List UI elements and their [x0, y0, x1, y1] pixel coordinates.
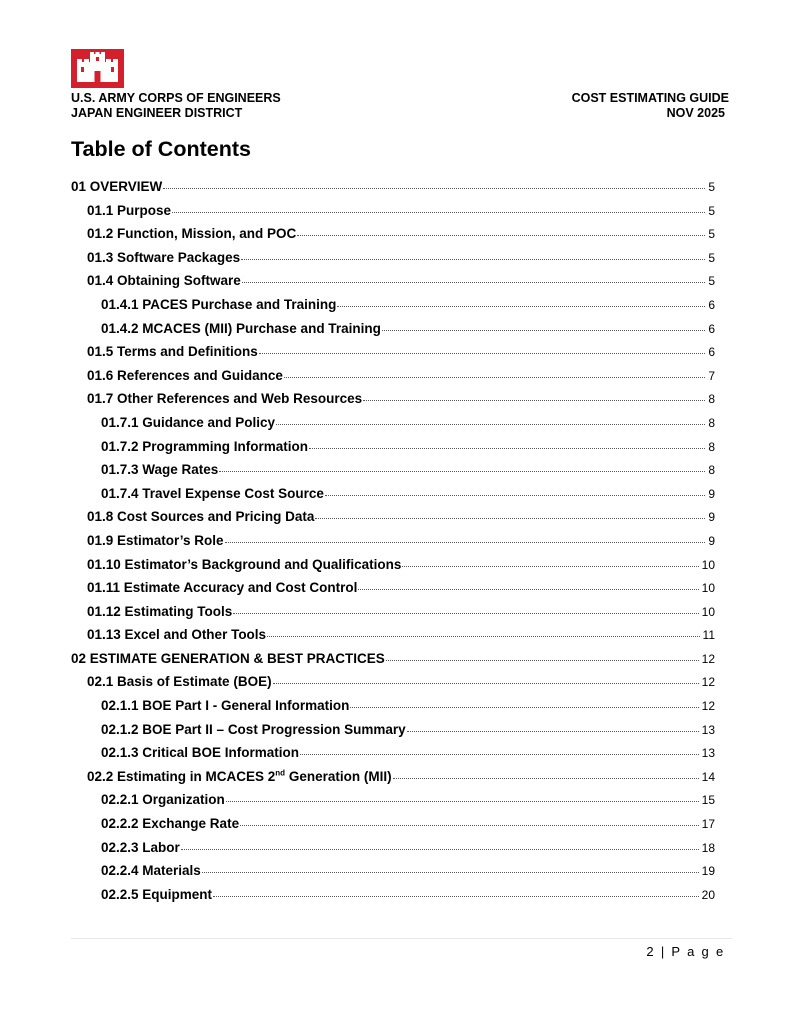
dot-leader — [297, 235, 705, 236]
footer-divider — [71, 938, 732, 939]
toc-entry-title-text: 02.1.3 Critical BOE Information — [101, 745, 300, 761]
toc-entry-title — [101, 887, 212, 902]
toc-entry[interactable] — [71, 439, 715, 463]
document-header — [572, 91, 729, 121]
toc-entry[interactable] — [71, 698, 715, 722]
toc-entry[interactable] — [71, 887, 715, 911]
toc-entry-page: 10 — [701, 581, 715, 596]
toc-entry-page: 12 — [701, 699, 715, 714]
toc-entry-page: 7 — [708, 368, 715, 383]
toc-entry-page: 17 — [701, 817, 715, 832]
dot-leader — [315, 518, 705, 519]
toc-entry-page: 8 — [708, 439, 715, 454]
toc-entry[interactable] — [71, 604, 715, 628]
toc-entry[interactable] — [71, 722, 715, 746]
toc-entry-title — [87, 344, 258, 359]
dot-leader — [350, 707, 698, 708]
toc-entry-page: 6 — [708, 297, 715, 312]
toc-entry-page: 9 — [708, 510, 715, 525]
toc-entry-title-text: 01.12 Estimating Tools — [87, 603, 233, 619]
toc-entry-page: 12 — [701, 675, 715, 690]
toc-entry-page: 8 — [708, 463, 715, 478]
toc-entry[interactable] — [71, 179, 715, 203]
toc-entry[interactable] — [71, 840, 715, 864]
castle-icon — [71, 49, 124, 88]
toc-entry-title — [87, 509, 314, 524]
toc-entry[interactable] — [71, 486, 715, 510]
toc-entry[interactable] — [71, 344, 715, 368]
toc-entry-title — [87, 203, 171, 218]
toc-entry-title — [87, 368, 283, 383]
toc-entry-title-text: 01.4.2 MCACES (MII) Purchase and Training — [101, 320, 381, 336]
toc-entry-title — [101, 816, 239, 831]
toc-entry-title-text: 01.7 Other References and Web Resources — [87, 391, 363, 407]
toc-entry-superscript: nd — [275, 768, 286, 778]
toc-entry-title — [87, 391, 362, 406]
toc-entry-title-text: 02.2 Estimating in MCACES 2 — [87, 768, 276, 784]
toc-entry[interactable] — [71, 509, 715, 533]
dot-leader — [259, 353, 706, 354]
dot-leader — [407, 731, 699, 732]
toc-entry-title-text: 02.2.1 Organization — [101, 792, 225, 808]
table-of-contents — [71, 179, 715, 910]
toc-entry-title — [87, 674, 272, 689]
dot-leader — [213, 896, 699, 897]
toc-entry-title-text: 01.3 Software Packages — [87, 249, 241, 265]
toc-entry-page: 14 — [701, 769, 715, 784]
dot-leader — [267, 636, 699, 637]
toc-entry[interactable] — [71, 745, 715, 769]
dot-leader — [382, 330, 705, 331]
toc-entry[interactable] — [71, 250, 715, 274]
dot-leader — [202, 872, 699, 873]
toc-heading: Table of Contents — [71, 137, 251, 161]
dot-leader — [337, 306, 705, 307]
dot-leader — [242, 282, 706, 283]
dot-leader — [163, 188, 705, 189]
toc-entry-page: 9 — [708, 533, 715, 548]
dot-leader — [276, 424, 705, 425]
toc-entry-title-text: 01.5 Terms and Definitions — [87, 344, 258, 360]
toc-entry-title — [101, 486, 324, 501]
toc-entry-title-text: 01.10 Estimator’s Background and Qualifications — [87, 556, 402, 572]
dot-leader — [241, 259, 705, 260]
toc-entry[interactable] — [71, 368, 715, 392]
toc-entry-title-text: 02.2.4 Materials — [101, 863, 201, 879]
toc-entry-page: 10 — [701, 557, 715, 572]
toc-entry[interactable] — [71, 580, 715, 604]
toc-entry-title-text: 01.1 Purpose — [87, 202, 172, 218]
org-name: U.S. ARMY CORPS OF ENGINEERS — [71, 91, 281, 105]
toc-entry-page: 5 — [708, 250, 715, 265]
toc-entry-title-text: 01.6 References and Guidance — [87, 367, 283, 383]
toc-entry-title — [101, 297, 336, 312]
dot-leader — [402, 566, 698, 567]
toc-entry-title-text: 02.2.3 Labor — [101, 839, 180, 855]
toc-entry-title — [101, 745, 299, 760]
dot-leader — [172, 212, 705, 213]
toc-entry-title-text: 01.2 Function, Mission, and POC — [87, 226, 297, 242]
toc-entry-title-text: 01 OVERVIEW — [71, 179, 163, 194]
dot-leader — [233, 613, 698, 614]
dot-leader — [300, 754, 699, 755]
toc-entry-title-text: 01.7.1 Guidance and Policy — [101, 414, 276, 430]
toc-entry-title-text: 02.2.2 Exchange Rate — [101, 816, 240, 832]
toc-entry-title-text: 02 ESTIMATE GENERATION & BEST PRACTICES — [71, 650, 385, 666]
toc-entry[interactable] — [71, 816, 715, 840]
toc-entry-page: 8 — [708, 415, 715, 430]
toc-entry-title — [101, 321, 381, 336]
toc-entry-page: 5 — [708, 227, 715, 242]
toc-entry[interactable] — [71, 321, 715, 345]
toc-entry-page: 6 — [708, 321, 715, 336]
toc-entry-title — [87, 580, 357, 595]
toc-entry-title — [101, 840, 180, 855]
toc-entry-title — [101, 415, 275, 430]
toc-entry-title-text: 02.1 Basis of Estimate (BOE) — [87, 674, 272, 690]
dot-leader — [309, 448, 705, 449]
toc-entry-title — [71, 179, 162, 194]
dot-leader — [363, 400, 705, 401]
dot-leader — [273, 683, 699, 684]
toc-entry-title-text: 01.9 Estimator’s Role — [87, 532, 224, 548]
toc-entry-title — [87, 769, 392, 784]
toc-entry-page: 8 — [708, 392, 715, 407]
toc-entry-title-text: 01.4 Obtaining Software — [87, 273, 241, 289]
toc-entry-title-text: 01.7.3 Wage Rates — [101, 462, 219, 478]
toc-entry-page: 13 — [701, 746, 715, 761]
dot-leader — [219, 471, 705, 472]
toc-entry-page: 5 — [708, 203, 715, 218]
toc-entry-title — [101, 863, 201, 878]
toc-entry[interactable] — [71, 651, 715, 675]
toc-entry-title-text: 02.1.1 BOE Part I - General Information — [101, 698, 350, 714]
toc-entry[interactable] — [71, 533, 715, 557]
toc-entry-page: 9 — [708, 486, 715, 501]
toc-entry[interactable] — [71, 674, 715, 698]
dot-leader — [284, 377, 705, 378]
toc-entry-page: 10 — [701, 604, 715, 619]
toc-entry-title-text: 02.2.5 Equipment — [101, 886, 213, 902]
toc-entry-title-text: 01.7.4 Travel Expense Cost Source — [101, 485, 324, 501]
toc-entry-page: 18 — [701, 840, 715, 855]
toc-entry-page: 13 — [701, 722, 715, 737]
toc-entry-title — [101, 698, 349, 713]
organization-header — [71, 91, 281, 121]
dot-leader — [240, 825, 699, 826]
toc-entry-title — [87, 533, 224, 548]
toc-entry[interactable] — [71, 273, 715, 297]
document-date: NOV 2025 — [666, 106, 725, 120]
dot-leader — [358, 589, 698, 590]
toc-entry-page: 5 — [708, 274, 715, 289]
dot-leader — [225, 542, 706, 543]
toc-entry[interactable] — [71, 792, 715, 816]
toc-entry-title-text: 01.13 Excel and Other Tools — [87, 627, 267, 643]
toc-entry[interactable] — [71, 462, 715, 486]
toc-entry-page: 6 — [708, 345, 715, 360]
district-name: JAPAN ENGINEER DISTRICT — [71, 106, 243, 120]
toc-entry-page: 19 — [701, 864, 715, 879]
document-title: COST ESTIMATING GUIDE — [571, 91, 729, 105]
toc-entry-title — [101, 439, 308, 454]
dot-leader — [181, 849, 699, 850]
toc-entry-title-text: 02.1.2 BOE Part II – Cost Progression Summary — [101, 721, 406, 737]
dot-leader — [325, 495, 705, 496]
toc-entry-title — [87, 604, 232, 619]
toc-entry[interactable] — [71, 415, 715, 439]
toc-entry-title — [101, 792, 225, 807]
toc-entry[interactable] — [71, 769, 715, 793]
toc-entry[interactable] — [71, 391, 715, 415]
toc-entry[interactable] — [71, 863, 715, 887]
toc-entry[interactable] — [71, 203, 715, 227]
dot-leader — [386, 660, 699, 661]
dot-leader — [393, 778, 699, 779]
toc-entry-title — [87, 627, 266, 642]
toc-entry-title — [101, 462, 218, 477]
toc-entry-title — [87, 273, 241, 288]
toc-entry-page: 12 — [701, 651, 715, 666]
toc-entry[interactable] — [71, 627, 715, 651]
toc-entry[interactable] — [71, 557, 715, 581]
toc-entry-page: 5 — [708, 180, 715, 194]
toc-entry-title — [87, 557, 401, 572]
toc-entry-page: 11 — [702, 628, 715, 643]
page-number: 2 | P a g e — [646, 944, 725, 959]
toc-entry[interactable] — [71, 226, 715, 250]
toc-entry-page: 20 — [701, 887, 715, 902]
toc-entry-title-text: 01.7.2 Programming Information — [101, 438, 309, 454]
toc-entry-title — [101, 722, 406, 737]
toc-entry-title-text: 01.4.1 PACES Purchase and Training — [101, 296, 337, 312]
toc-entry-title — [87, 250, 240, 265]
toc-entry[interactable] — [71, 297, 715, 321]
toc-entry-title — [87, 226, 296, 241]
dot-leader — [226, 801, 699, 802]
toc-entry-page: 15 — [701, 793, 715, 808]
usace-castle-logo — [71, 49, 124, 88]
toc-entry-title-suffix: Generation (MII) — [285, 768, 392, 784]
toc-entry-title-text: 01.8 Cost Sources and Pricing Data — [87, 509, 315, 525]
toc-entry-title-text: 01.11 Estimate Accuracy and Cost Control — [87, 580, 358, 596]
toc-entry-title — [71, 651, 385, 666]
